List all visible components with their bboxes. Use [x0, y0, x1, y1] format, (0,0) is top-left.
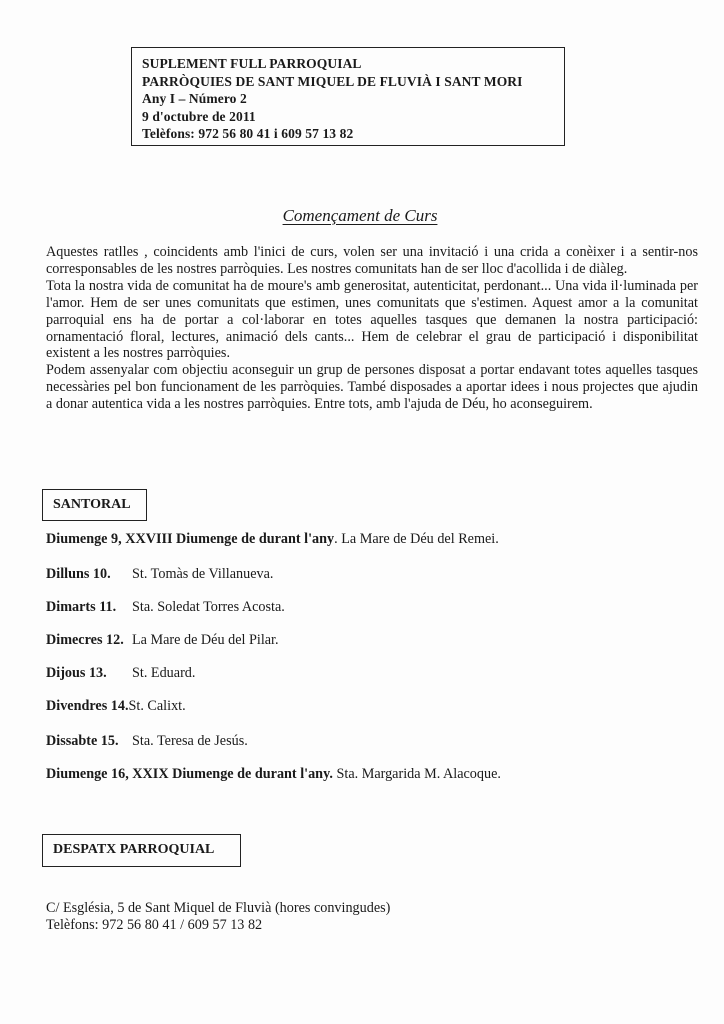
article-title — [0, 206, 724, 226]
article-paragraph: Aquestes ratlles , coincidents amb l'inici de curs, volen ser una invitació i una crida a conèixer i a sentir-nos corresponsables de les nostres parròquies. Les nostres comunitats han de ser lloc d'acollida i de diàleg. — [46, 244, 698, 277]
santoral-entry — [46, 766, 501, 783]
despatx-heading: DESPATX PARROQUIAL — [42, 834, 241, 867]
santoral-entry — [46, 733, 248, 750]
article-paragraph: Podem assenyalar com objectiu aconseguir un grup de persones disposat a portar endavant totes aquelles tasques necessàries pel bon funcionament de les parròquies. També disposades a aportar idees i nous projectes que ajudin a donar autentica vida a les nostres parròquies. Entre tots, amb l'ajuda de Déu, ho aconseguirem. — [46, 362, 698, 413]
santoral-saint: Sta. Soledat Torres Acosta. — [132, 599, 285, 615]
header-line-date: 9 d'octubre de 2011 — [142, 108, 256, 124]
santoral-saint: St. Calixt. — [128, 698, 186, 714]
article-paragraph: Tota la nostra vida de comunitat ha de moure's amb generositat, autenticitat, perdonant... Una vida il·luminada per l'amor. Hem de ser unes comunitats que estimen, unes comunitats que s'estimen. Aquest amor a la comunitat parroquial ens ha de portar a col·laborar en totes aquelles tasques que demanen la nostra participació: ornamentació floral, lectures, animació dels cants... Hem de celebrar el grau de participació i disponibilitat existent a les nostres parròquies. — [46, 277, 698, 362]
header-line-issue: Any I – Número 2 — [142, 91, 247, 106]
header-box — [131, 47, 565, 146]
santoral-saint: St. Tomàs de Villanueva. — [132, 566, 274, 582]
santoral-day: Diumenge 16, XXIX Diumenge de durant l'any. — [46, 766, 333, 782]
despatx-phones: Telèfons: 972 56 80 41 / 609 57 13 82 — [46, 917, 263, 933]
santoral-day: Diumenge 9, XXVIII Diumenge de durant l'any — [46, 531, 335, 547]
santoral-entry — [46, 632, 279, 649]
santoral-saint: La Mare de Déu del Pilar. — [132, 632, 279, 648]
santoral-saint: Sta. Margarida M. Alacoque. — [336, 766, 501, 782]
santoral-entry — [46, 566, 273, 583]
santoral-saint: La Mare de Déu del Remei. — [341, 531, 499, 547]
santoral-entry — [46, 698, 186, 715]
header-line-parishes: PARRÒQUIES DE SANT MIQUEL DE FLUVIÀ I SANT MORI — [142, 73, 523, 89]
santoral-day: Dissabte 15. — [46, 733, 119, 749]
santoral-day: Divendres 14. — [46, 698, 129, 714]
santoral-entry — [46, 665, 195, 682]
santoral-entry — [46, 599, 285, 616]
santoral-saint: St. Eduard. — [132, 665, 196, 681]
santoral-heading: SANTORAL — [42, 489, 147, 521]
despatx-address: C/ Església, 5 de Sant Miquel de Fluvià (hores convingudes) — [46, 900, 391, 916]
despatx-contact — [46, 900, 390, 934]
santoral-day: Dimecres 12. — [46, 632, 124, 648]
santoral-entry: Diumenge 9, XXVIII Diumenge de durant l'any. La Mare de Déu del Remei. — [46, 531, 499, 547]
header-line-phones: Telèfons: 972 56 80 41 i 609 57 13 82 — [142, 126, 354, 141]
article-body — [46, 244, 698, 413]
header-line-publication: SUPLEMENT FULL PARROQUIAL — [142, 56, 362, 71]
santoral-day: Dijous 13. — [46, 665, 107, 681]
santoral-day: Dimarts 11. — [46, 599, 117, 615]
article-title-text: Començament de Curs — [282, 206, 438, 225]
santoral-saint: Sta. Teresa de Jesús. — [132, 733, 248, 749]
santoral-day: Dilluns 10. — [46, 566, 111, 582]
